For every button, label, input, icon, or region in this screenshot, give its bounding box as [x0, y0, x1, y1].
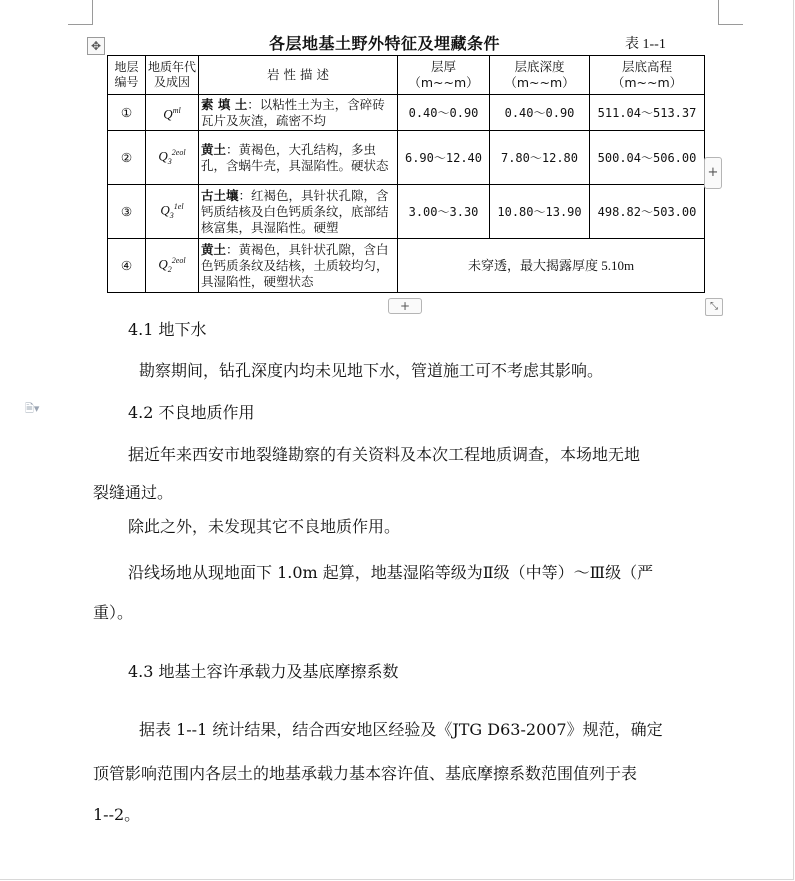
header-elevation-label: 层底高程 — [621, 59, 672, 74]
heading-4-3: 4.3 地基土容许承载力及基底摩擦系数 — [128, 662, 399, 681]
header-thickness-unit: （m~~m） — [408, 75, 479, 90]
heading-4-1: 4.1 地下水 — [128, 320, 207, 339]
layer-description: 黄土：黄褐色，具针状孔隙，含白色钙质条纹及结核，土质较均匀，具湿陷性，硬塑状态 — [199, 239, 398, 293]
layer-elevation: 511.04～513.37 — [590, 95, 705, 131]
table-resize-handle[interactable] — [705, 298, 723, 316]
paragraph-no-other-hazard: 除此之外，未发现其它不良地质作用。 — [128, 517, 401, 536]
paragraph-bearing-line1: 据表 1--1 统计结果，结合西安地区经验及《JTG D63-2007》规范，确定 — [139, 720, 663, 739]
add-column-button[interactable]: + — [704, 157, 722, 189]
layer-description: 黄土：黄褐色，大孔结构，多虫孔，含蜗牛壳，具湿陷性。硬状态 — [199, 131, 398, 185]
layer-no: ② — [108, 131, 146, 185]
header-depth-unit: （m~~m） — [504, 75, 575, 90]
header-elevation-unit: （m~~m） — [611, 75, 683, 90]
header-layer-no: 地层编号 — [108, 56, 146, 95]
paragraph-ground-fissure-line1: 据近年来西安市地裂缝勘察的有关资料及本次工程地质调查，本场地无地 — [128, 445, 641, 464]
era-cell: $Q^{ml}$ — [146, 95, 199, 131]
layer-thickness: 6.90～12.40 — [398, 131, 490, 185]
move-icon: ✥ — [90, 39, 102, 53]
page-corner-mark-right — [718, 0, 743, 25]
header-era: 地质年代及成因 — [146, 56, 199, 95]
paragraph-options-button[interactable] — [25, 400, 47, 414]
layer-depth: 7.80～12.80 — [490, 131, 590, 185]
table-row — [108, 239, 705, 293]
table-row — [108, 185, 705, 239]
table-header-row — [108, 56, 705, 95]
table-row — [108, 131, 705, 185]
era-cell: $Q_2^{2eol}$ — [146, 239, 199, 293]
layer-no: ④ — [108, 239, 146, 293]
table-move-handle[interactable] — [87, 37, 105, 55]
heading-4-2: 4.2 不良地质作用 — [128, 403, 255, 422]
layer-elevation: 500.04～506.00 — [590, 131, 705, 185]
soil-layer-table[interactable] — [107, 55, 705, 293]
layer-depth: 10.80～13.90 — [490, 185, 590, 239]
page-corner-mark-left — [68, 0, 93, 25]
paragraph-bearing-line2: 顶管影响范围内各层土的地基承载力基本容许值、基底摩擦系数范围值列于表 — [93, 764, 638, 783]
paragraph-collapsibility-line2: 重）。 — [93, 603, 134, 622]
layer-no: ① — [108, 95, 146, 131]
paragraph-ground-fissure-line2: 裂缝通过。 — [93, 483, 174, 502]
layer-elevation: 498.82～503.00 — [590, 185, 705, 239]
add-row-button[interactable]: + — [388, 298, 422, 314]
header-thickness-label: 层厚 — [430, 59, 456, 74]
layer-depth: 0.40～0.90 — [490, 95, 590, 131]
header-depth — [490, 56, 590, 95]
paragraph-bearing-line3: 1--2。 — [93, 805, 141, 824]
layer-description: 素 填 土：以粘性土为主，含碎砖瓦片及灰渣，疏密不均 — [199, 95, 398, 131]
paragraph-groundwater: 勘察期间，钻孔深度内均未见地下水，管道施工可不考虑其影响。 — [139, 361, 604, 380]
document-icon: 🗎▾ — [25, 402, 40, 415]
paragraph-collapsibility-line1: 沿线场地从现地面下 1.0m 起算，地基湿陷等级为Ⅱ级（中等）～Ⅲ级（严 — [128, 563, 654, 582]
resize-icon: ⤡ — [710, 301, 718, 312]
header-description: 岩 性 描 述 — [199, 56, 398, 95]
table-number: 表 1--1 — [625, 37, 666, 52]
era-cell: $Q_3^{1el}$ — [146, 185, 199, 239]
table-row — [108, 95, 705, 131]
layer-no: ③ — [108, 185, 146, 239]
table-title: 各层地基土野外特征及埋藏条件 — [269, 34, 501, 53]
header-elevation — [590, 56, 705, 95]
header-depth-label: 层底深度 — [514, 59, 565, 74]
layer-description: 古土壤：红褐色，具针状孔隙，含钙质结核及白色钙质条纹，底部结核富集，具湿陷性。硬塑 — [199, 185, 398, 239]
layer-thickness: 3.00～3.30 — [398, 185, 490, 239]
layer-thickness: 0.40～0.90 — [398, 95, 490, 131]
header-thickness — [398, 56, 490, 95]
merged-note: 未穿透，最大揭露厚度 5.10m — [398, 239, 705, 293]
era-cell: $Q_3^{2eol}$ — [146, 131, 199, 185]
